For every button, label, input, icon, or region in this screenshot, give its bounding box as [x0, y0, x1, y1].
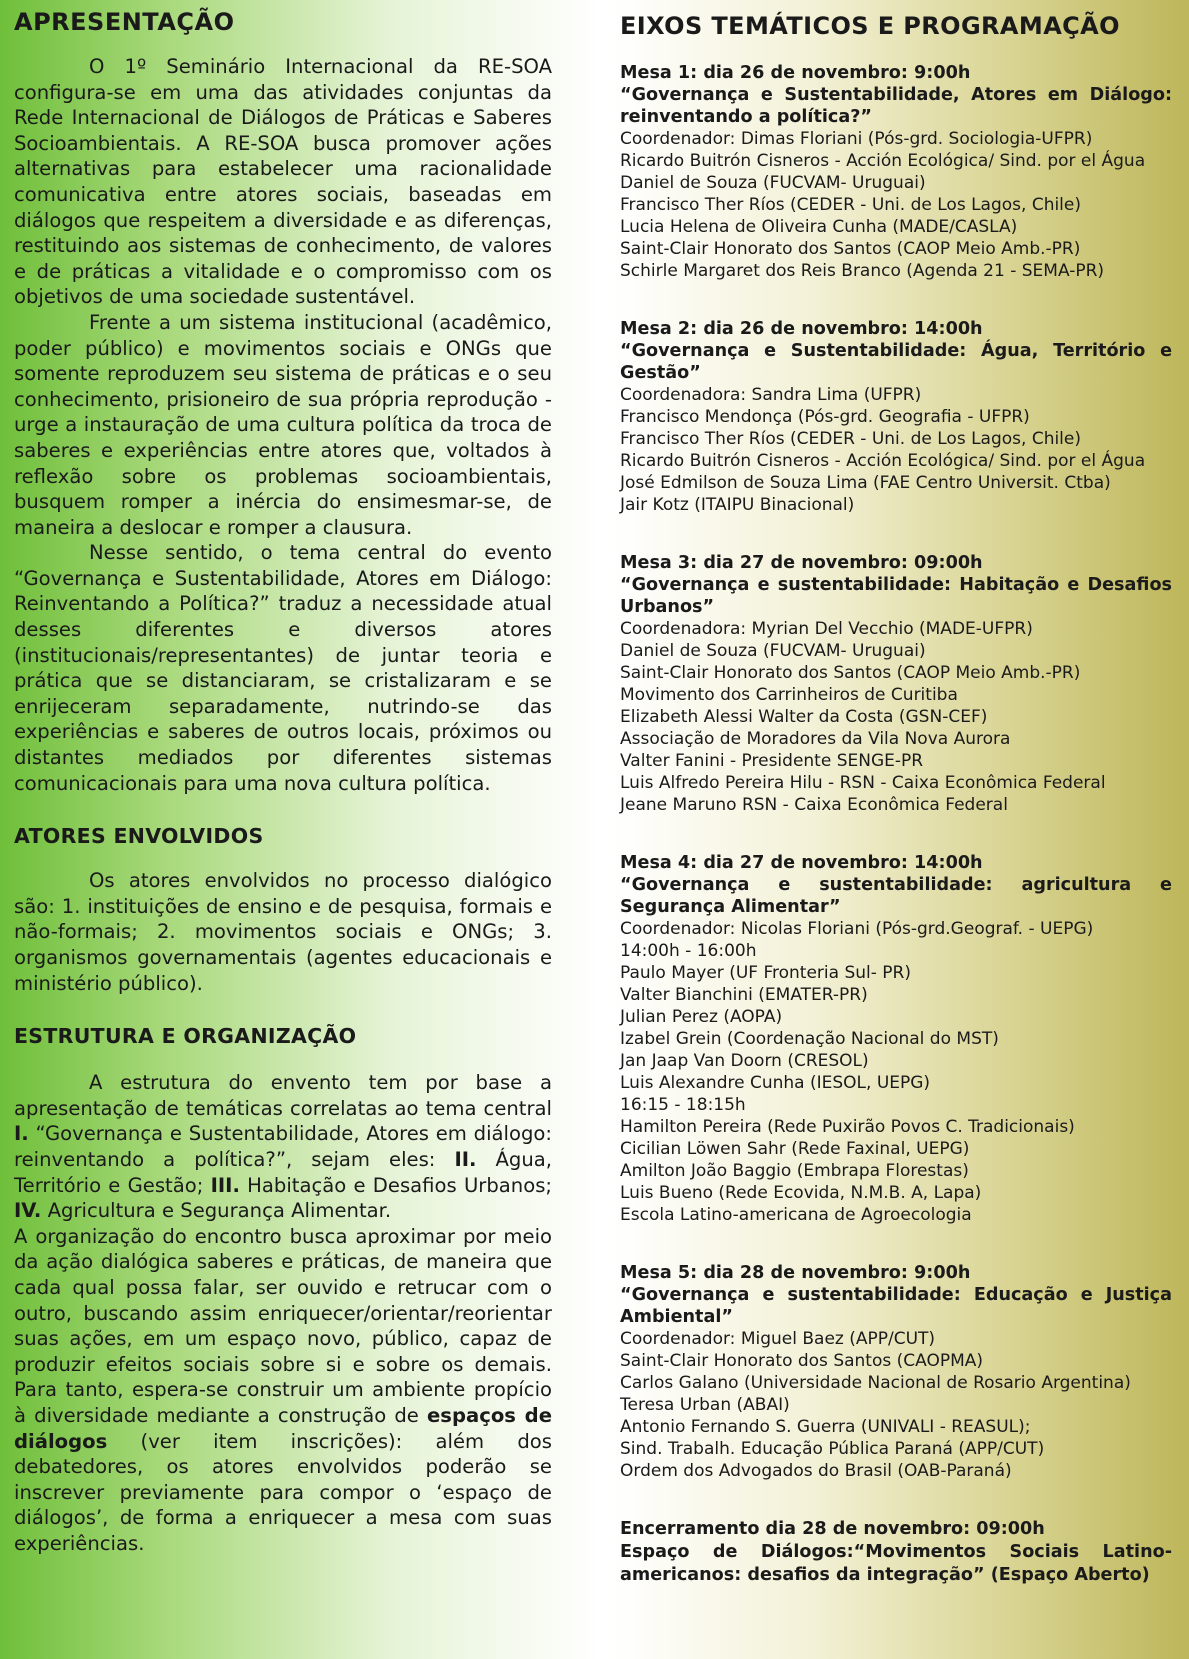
participant-item: Schirle Margaret dos Reis Branco (Agenda 21 - SEMA-PR)	[620, 261, 1105, 281]
mesa-participants	[620, 1328, 1172, 1482]
mesa-block	[620, 1262, 1172, 1482]
mesa-theme: “Governança e Sustentabilidade: Água, Território e Gestão”	[620, 341, 1172, 383]
apresentacao-paragraph-2: Frente a um sistema institucional (acadêmico, poder público) e movimentos sociais e ONGs que somente reproduzem seu sistema de práticas e o seu conhecimento, prisioneiro de sua própria reprodução - urge a instauração de uma cultura política da troca de saberes e experiências entre atores que, voltados à reflexão sobre os problemas socioambientais, busquem romper a inércia do ensimesmar-se, de maneira a deslocar e romper a clausura.	[14, 310, 552, 539]
estrutura-text-a: A estrutura do envento tem por base a apresentação de temáticas correlatas ao tema central	[14, 1071, 552, 1120]
roman-marker-3: III.	[210, 1173, 240, 1197]
roman-marker-1: I.	[14, 1122, 29, 1146]
participant-item: Teresa Urban (ABAI)	[620, 1395, 790, 1415]
right-content	[620, 12, 1172, 1587]
participant-item: Valter Bianchini (EMATER-PR)	[620, 985, 868, 1005]
mesa-participants	[620, 918, 1172, 1226]
mesa-block	[620, 62, 1172, 282]
roman-marker-2: II.	[454, 1147, 477, 1171]
participant-item: Jan Jaap Van Doorn (CRESOL)	[620, 1051, 869, 1071]
mesa-participants	[620, 128, 1172, 282]
estrutura-text-d: Habitação e Desafios Urbanos;	[239, 1173, 553, 1197]
mesa-participants	[620, 384, 1172, 516]
participant-item: Amilton João Baggio (Embrapa Florestas)	[620, 1161, 969, 1181]
participant-item: 14:00h - 16:00h	[620, 941, 757, 961]
estrutura-text-c: Água, Território e Gestão;	[14, 1147, 552, 1197]
participant-item: 16:15 - 18:15h	[620, 1095, 746, 1115]
estrutura-text-e: Agricultura e Segurança Alimentar.	[41, 1199, 392, 1223]
roman-marker-4: IV.	[14, 1199, 42, 1223]
participant-item: Francisco Ther Ríos (CEDER - Uni. de Los Lagos, Chile)	[620, 195, 1082, 215]
estrutura-paragraph-2	[14, 1224, 552, 1557]
participant-item: Ricardo Buitrón Cisneros - Acción Ecológica/ Sind. por el Água	[620, 151, 1146, 171]
participant-item: Izabel Grein (Coordenação Nacional do MST)	[620, 1029, 999, 1049]
participant-item: Francisco Mendonça (Pós-grd. Geografia - UFPR)	[620, 407, 1030, 427]
participant-item: Movimento dos Carrinheiros de Curitiba	[620, 685, 958, 705]
closing-text: Espaço de Diálogos:“Movimentos Sociais Latino-americanos: desafios da integração” (Espaço Aberto)	[620, 1542, 1172, 1585]
participant-item: Cicilian Löwen Sahr (Rede Faxinal, UEPG)	[620, 1139, 970, 1159]
participant-item: Saint-Clair Honorato dos Santos (CAOP Meio Amb.-PR)	[620, 663, 1081, 683]
mesas-list	[620, 62, 1172, 1482]
apresentacao-paragraph-3: Nesse sentido, o tema central do evento “Governança e Sustentabilidade, Atores em Diálogo: Reinventando a Política?” traduz a necessidade atual desses diferentes e diversos atores (institucionais/representantes) de juntar teoria e prática que se distanciaram, se cristalizaram e se enrijeceram separadamente, nutrindo-se das experiências e saberes de outros locais, próximos ou distantes mediados por diferentes sistemas comunicacionais para uma nova cultura política.	[14, 541, 552, 795]
participant-item: Saint-Clair Honorato dos Santos (CAOP Meio Amb.-PR)	[620, 239, 1081, 259]
participant-item: Luis Alexandre Cunha (IESOL, UEPG)	[620, 1073, 931, 1093]
mesa-theme: “Governança e sustentabilidade: Habitação e Desafios Urbanos”	[620, 575, 1172, 617]
participant-item: Elizabeth Alessi Walter da Costa (GSN-CEF)	[620, 707, 988, 727]
mesa-block	[620, 318, 1172, 516]
participant-item: Coordenadora: Myrian Del Vecchio (MADE-UFPR)	[620, 619, 1033, 639]
participant-item: Escola Latino-americana de Agroecologia	[620, 1205, 972, 1225]
estrutura-text-b: “Governança e Sustentabilidade, Atores em diálogo: reinventando a política?”, sejam eles:	[14, 1122, 552, 1171]
participant-item: Coordenador: Miguel Baez (APP/CUT)	[620, 1329, 936, 1349]
organizacao-text-b: (ver item inscrições): além dos debatedores, os atores envolvidos poderão se inscrever previamente para compor o ‘espaço de diálogos’, de forma a enriquecer a mesa com suas experiências.	[14, 1429, 552, 1555]
mesa-head: Mesa 5: dia 28 de novembro: 9:00h	[620, 1263, 971, 1283]
mesa-head: Mesa 1: dia 26 de novembro: 9:00h	[620, 63, 971, 83]
participant-item: Coordenadora: Sandra Lima (UFPR)	[620, 385, 922, 405]
participant-item: Ordem dos Advogados do Brasil (OAB-Paraná)	[620, 1461, 1012, 1481]
organizacao-text-a: A organização do encontro busca aproximar por meio da ação dialógica saberes e práticas, de maneira que cada qual possa falar, ser ouvido e retrucar com o outro, buscando assim enriquecer/orientar/reorientar suas ações, em um espaço novo, público, capaz de produzir efeitos sociais sobre si e sobre os demais. Para tanto, espera-se construir um ambiente propício à diversidade mediante a construção de	[14, 1224, 552, 1427]
participant-item: Hamilton Pereira (Rede Puxirão Povos C. Tradicionais)	[620, 1117, 1075, 1137]
mesa-theme: “Governança e sustentabilidade: Educação e Justiça Ambiental”	[620, 1285, 1172, 1327]
participant-item: Associação de Moradores da Vila Nova Aurora	[620, 729, 1011, 749]
participant-item: Antonio Fernando S. Guerra (UNIVALI - REASUL);	[620, 1417, 1031, 1437]
participant-item: Coordenador: Nicolas Floriani (Pós-grd.Geograf. - UEPG)	[620, 919, 1094, 939]
left-content	[14, 8, 552, 1556]
participant-item: Daniel de Souza (FUCVAM- Uruguai)	[620, 173, 926, 193]
mesa-head: Mesa 3: dia 27 de novembro: 09:00h	[620, 553, 983, 573]
participant-item: Francisco Ther Ríos (CEDER - Uni. de Los Lagos, Chile)	[620, 429, 1082, 449]
atores-paragraph: Os atores envolvidos no processo dialógico são: 1. instituições de ensino e de pesquisa, formais e não-formais; 2. movimentos sociais e ONGs; 3. organismos governamentais (agentes educacionais e ministério público).	[14, 869, 552, 995]
right-column	[612, 0, 1189, 1659]
participant-item: José Edmilson de Souza Lima (FAE Centro Universit. Ctba)	[620, 473, 1111, 493]
apresentacao-paragraph-1: O 1º Seminário Internacional da RE-SOA configura-se em uma das atividades conjuntas da Rede Internacional de Diálogos de Práticas e Saberes Socioambientais. A RE-SOA busca promover ações alternativas para estabelecer uma racionalidade comunicativa entre atores sociais, baseadas em diálogos que respeitem a diversidade e as diferenças, restituindo aos sistemas de conhecimento, de valores e de práticas a vitalidade e o compromisso com os objetivos de uma sociedade sustentável.	[14, 55, 552, 309]
participant-item: Sind. Trabalh. Educação Pública Paraná (APP/CUT)	[620, 1439, 1045, 1459]
participant-item: Paulo Mayer (UF Fronteria Sul- PR)	[620, 963, 911, 983]
participant-item: Lucia Helena de Oliveira Cunha (MADE/CASLA)	[620, 217, 1018, 237]
participant-item: Daniel de Souza (FUCVAM- Uruguai)	[620, 641, 926, 661]
estrutura-paragraph-1	[14, 1070, 552, 1224]
mesa-block	[620, 852, 1172, 1226]
participant-item: Saint-Clair Honorato dos Santos (CAOPMA)	[620, 1351, 984, 1371]
mesa-participants	[620, 618, 1172, 816]
closing-head: Encerramento dia 28 de novembro: 09:00h	[620, 1519, 1045, 1539]
estrutura-title: ESTRUTURA E ORGANIZAÇÃO	[14, 1024, 357, 1049]
mesa-theme: “Governança e sustentabilidade: agricultura e Segurança Alimentar”	[620, 875, 1172, 917]
mesa-block	[620, 552, 1172, 816]
participant-item: Jeane Maruno RSN - Caixa Econômica Federal	[620, 795, 1008, 815]
participant-item: Valter Fanini - Presidente SENGE-PR	[620, 751, 924, 771]
mesa-theme: “Governança e Sustentabilidade, Atores em Diálogo: reinventando a política?”	[620, 85, 1172, 127]
closing-block	[620, 1518, 1172, 1587]
participant-item: Julian Perez (AOPA)	[620, 1007, 783, 1027]
apresentacao-title: APRESENTAÇÃO	[14, 8, 235, 36]
participant-item: Jair Kotz (ITAIPU Binacional)	[620, 495, 855, 515]
mesa-head: Mesa 4: dia 27 de novembro: 14:00h	[620, 853, 983, 873]
espacos-dialogos-emphasis: espaços de diálogos	[14, 1403, 552, 1453]
eixos-title: EIXOS TEMÁTICOS E PROGRAMAÇÃO	[620, 12, 1120, 40]
atores-title: ATORES ENVOLVIDOS	[14, 824, 264, 849]
participant-item: Carlos Galano (Universidade Nacional de Rosario Argentina)	[620, 1373, 1131, 1393]
participant-item: Luis Bueno (Rede Ecovida, N.M.B. A, Lapa)	[620, 1183, 982, 1203]
participant-item: Luis Alfredo Pereira Hilu - RSN - Caixa Econômica Federal	[620, 773, 1106, 793]
participant-item: Ricardo Buitrón Cisneros - Acción Ecológica/ Sind. por el Água	[620, 451, 1146, 471]
participant-item: Coordenador: Dimas Floriani (Pós-grd. Sociologia-UFPR)	[620, 129, 1093, 149]
mesa-head: Mesa 2: dia 26 de novembro: 14:00h	[620, 319, 983, 339]
